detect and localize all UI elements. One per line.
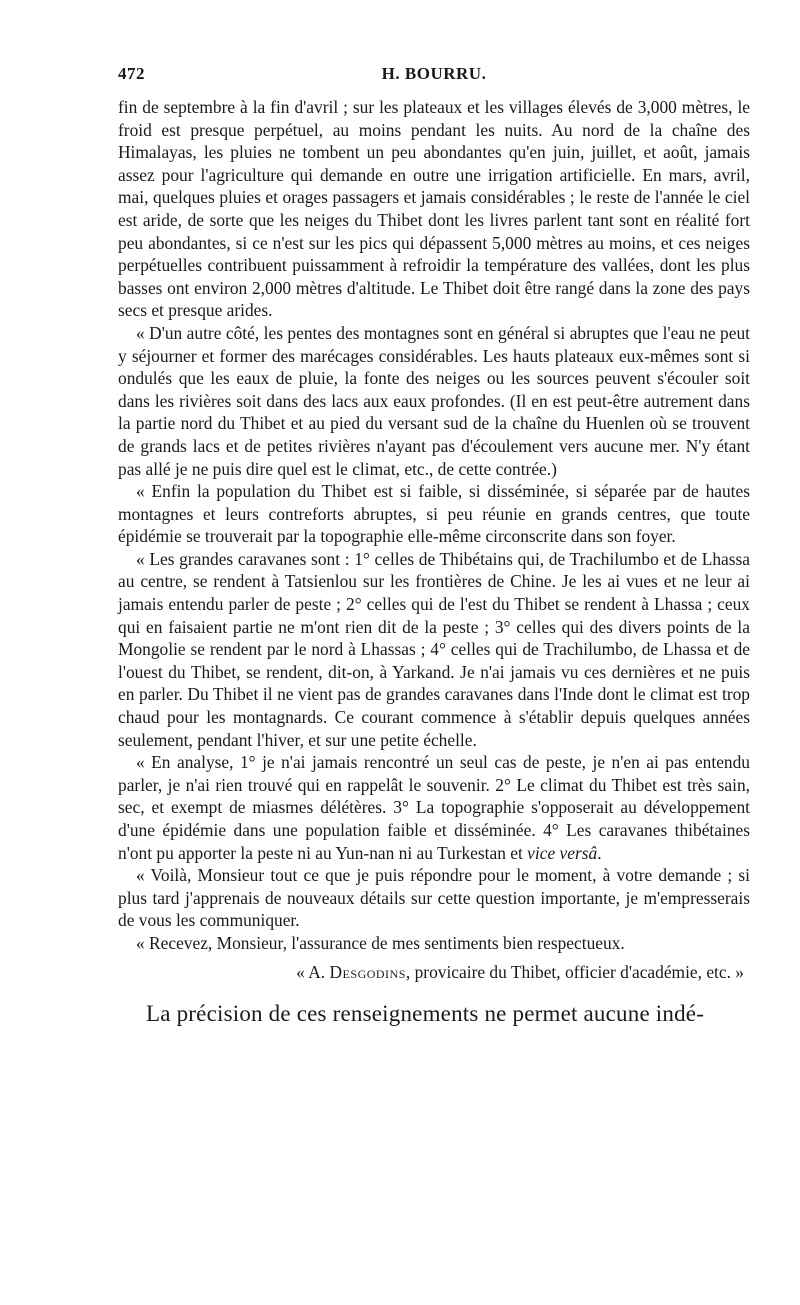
running-head — [118, 64, 750, 92]
paragraph-salutation: « Recevez, Monsieur, l'assurance de mes sentiments bien respectueux. — [136, 932, 625, 953]
closing-line: La précision de ces renseignements ne permet aucune indé- — [146, 1000, 705, 1026]
analysis-italic: vice versâ — [527, 842, 598, 863]
page — [118, 64, 750, 1029]
signature-name: Desgodins — [329, 961, 406, 982]
signature — [118, 959, 750, 985]
analysis-end: . — [597, 842, 602, 863]
paragraph-slopes: « D'un autre côté, les pentes des montagnes sont en général si abruptes que l'eau ne peut y séjourner et former des marécages considérables. Les hauts plateaux eux-mêmes sont si ondulés que les eaux de pluie, la fonte des neiges ou les sources peuvent s'écouler soit dans les rivières soit dans des lacs aux eaux profondes. (Il en est peut-être autrement dans la partie nord du Thibet et au pied du versant sud de la chaîne du Huenlen où se trouvent de grands lacs et de petites rivières n'ayant pas d'écoulement vers aucune mer. N'y étant pas allé je ne puis dire quel est le climat, etc., de cette contrée.) — [118, 322, 750, 479]
paragraph-analysis — [118, 751, 750, 864]
paragraph-caravans: « Les grandes caravanes sont : 1° celles de Thibétains qui, de Trachilumbo et de Lhassa au centre, se rendent à Tatsienlou sur les frontières de Chine. Je les ai vues et ne leur ai jamais entendu parler de peste ; 2° celles qui de l'est du Thibet se rendent à Lhassa ; ceux qui en faisaient partie ne m'ont rien dit de la peste ; 3° celles qui des divers points de la Mongolie se rendent par le nord à Lhassas ; 4° celles qui de Trachilumbo, de Lhassa et de l'ouest du Thibet, se rendent, dit-on, à Yarkand. Je n'ai jamais vu ces dernières et ne puis en parler. Du Thibet il ne vient pas de grandes caravanes dans l'Inde dont le climat est trop chaud pour les montagnards. Ce courant commence à s'établir depuis quelques années seulement, pendant l'hiver, et sur une petite échelle. — [118, 548, 750, 750]
signature-suffix: , provicaire du Thibet, officier d'académie, etc. » — [405, 961, 744, 982]
paragraph-population: « Enfin la population du Thibet est si faible, si disséminée, si séparée par de hautes montagnes et leurs contreforts abruptes, si peu réunie en grands centres, que toute épidémie se trouverait par la topographie elle-même circonscrite dans son foyer. — [118, 481, 750, 547]
paragraph-climate: fin de septembre à la fin d'avril ; sur les plateaux et les villages élevés de 3,000 mètres, le froid est presque perpétuel, au moins pendant les nuits. Au nord de la chaîne des Himalayas, les pluies ne tombent un peu abondantes qu'en juin, juillet, et août, jamais assez pour l'agriculture qui demande en outre une irrigation artificielle. En mars, avril, mai, quelques pluies et orages passagers et jamais considérables ; le reste de l'année le ciel est aride, de sorte que les neiges du Thibet dont les livres parlent tant sont en réalité fort peu abondantes, si ce n'est sur les pics qui dépassent 5,000 mètres au moins, et ces neiges perpétuelles contribuent puissamment à refroidir la température des vallées, dont les plus basses ont environ 2,000 mètres d'altitude. Le Thibet doit être rangé dans la zone des pays secs et presque arides. — [118, 97, 750, 321]
running-head-author: H. BOURRU. — [381, 64, 487, 83]
analysis-text: « En analyse, 1° je n'ai jamais rencontré un seul cas de peste, je n'en ai pas entendu parler, je n'ai rien trouvé qui en rappelât le souvenir. 2° Le climat du Thibet est très sain, sec, et exempt de miasmes délétères. 3° La topographie s'opposerait au développement d'une épidémie dans une population faible et disséminée. 4° Les caravanes thibétaines n'ont pu apporter la peste ni au Yun-nan ni au Turkestan et — [118, 752, 750, 863]
signature-prefix: « A. — [296, 961, 326, 982]
paragraph-response: « Voilà, Monsieur tout ce que je puis répondre pour le moment, à votre demande ; si plus tard j'apprenais de nouveaux détails sur cette question importante, je m'empresserais de vous les communiquer. — [118, 865, 750, 931]
page-number: 472 — [118, 64, 145, 83]
body-text — [118, 96, 750, 955]
